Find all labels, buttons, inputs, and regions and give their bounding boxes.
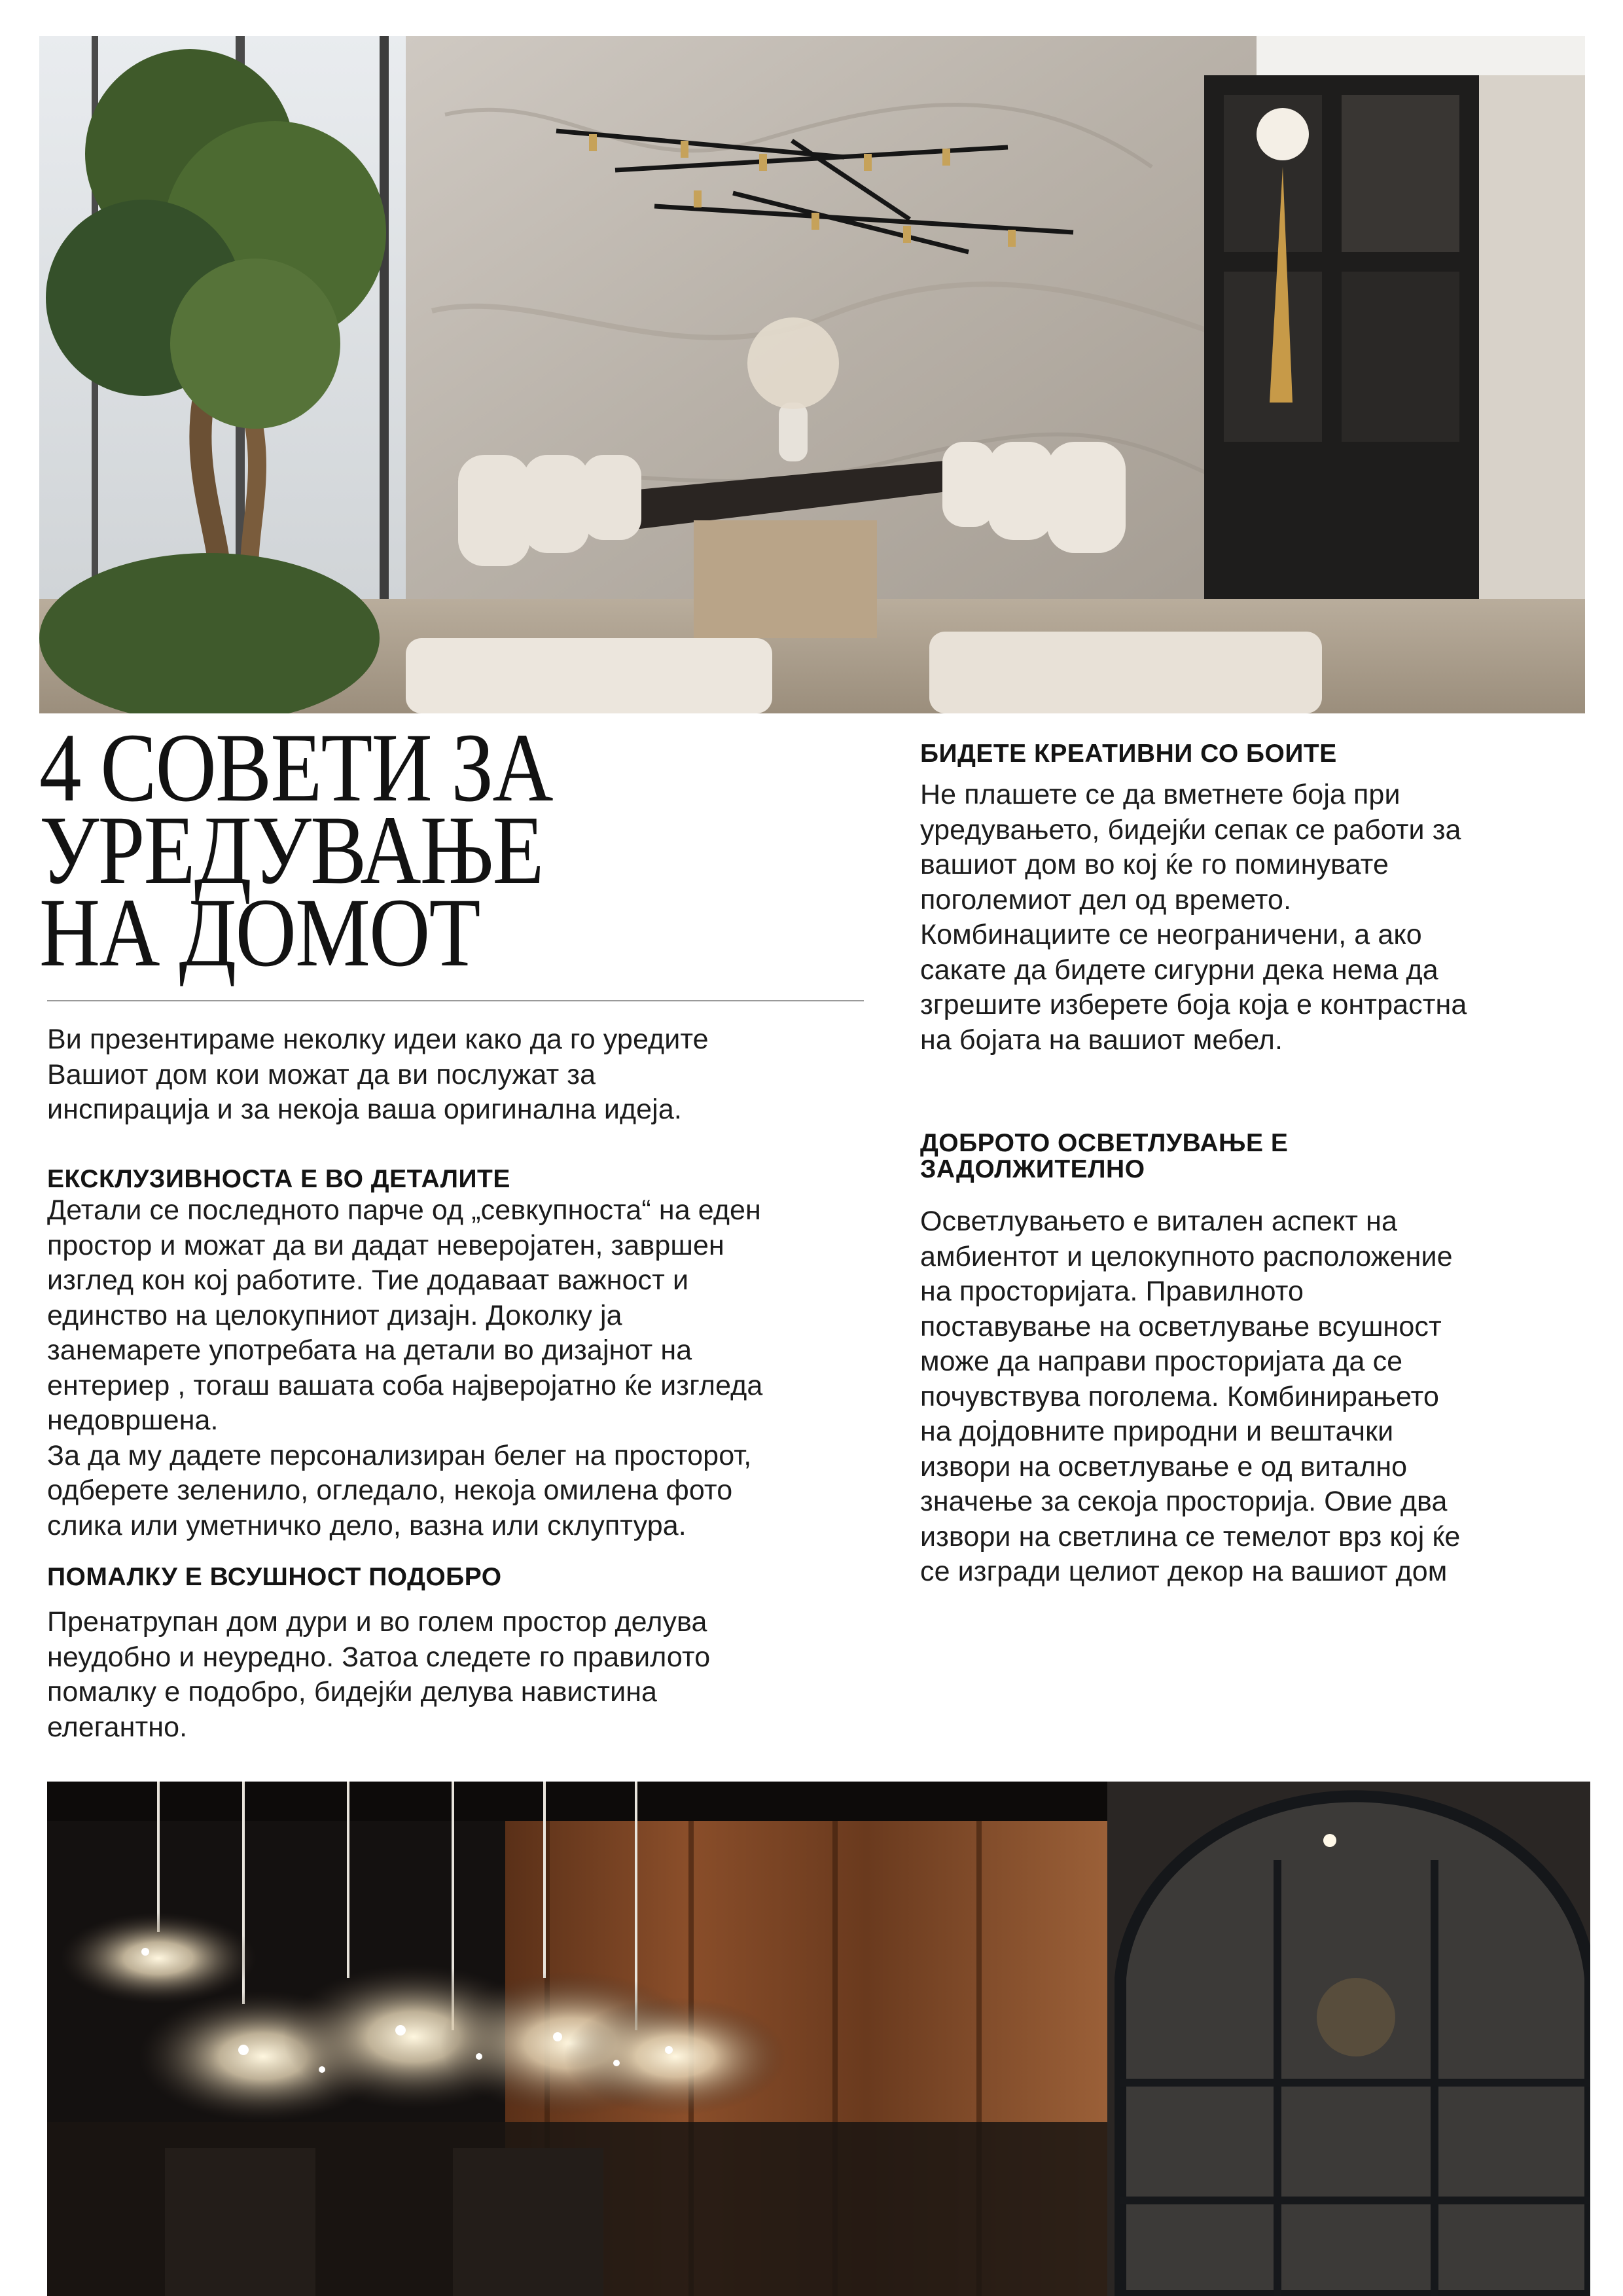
page-title [39, 713, 749, 987]
colors-line: Не плашете се да вметнете боја при [920, 779, 1400, 810]
title-line-3: НА ДОМОТ [39, 878, 480, 987]
less-line: елегантно. [47, 1711, 188, 1743]
lighting-line: може да направи просторијата да се [920, 1346, 1403, 1377]
section-body-less [47, 1605, 710, 1745]
colors-line: згрешите изберете боја која е контрастна [920, 989, 1467, 1020]
section-body-details [47, 1193, 762, 1543]
details-line: ентериер , тогаш вашата соба најверојатно ќе изгледа [47, 1369, 763, 1401]
image-chandeliers [47, 1782, 1590, 2296]
details-line: простор и можат да ви дадат неверојатен, завршен [47, 1229, 724, 1261]
colors-line: сакате да бидете сигурни дека нема да [920, 954, 1438, 986]
details-line: За да му дадете персонализиран белег на просторот, [47, 1439, 752, 1471]
colors-line: вашиот дом во кој ќе го поминувате [920, 849, 1389, 880]
lighting-line: на просторијата. Правилното [920, 1276, 1304, 1307]
title-line-2: УРЕДУВАЊЕ [39, 796, 543, 905]
section-heading-colors-text: БИДЕТЕ КРЕАТИВНИ СО БОИТЕ [920, 740, 1337, 768]
section-heading-lighting [920, 1130, 1288, 1183]
section-heading-details-text: ЕКСКЛУЗИВНОСТА Е ВО ДЕТАЛИТЕ [47, 1165, 510, 1193]
less-line: неудобно и неуредно. Затоа следете го правилото [47, 1641, 711, 1673]
lighting-line: поставување на осветлување всушност [920, 1310, 1442, 1342]
lighting-line: се изгради целиот декор на вашиот дом [920, 1556, 1448, 1587]
less-line: помалку е подобро, бидејќи делува навистина [47, 1676, 658, 1708]
title-divider [47, 1000, 864, 1001]
section-body-colors [920, 778, 1467, 1058]
details-line: недовршена. [47, 1405, 219, 1436]
lighting-line: Осветлувањето е витален аспект на [920, 1206, 1397, 1237]
less-line: Пренатрупан дом дури и во голем простор делува [47, 1606, 707, 1638]
details-line: одберете зеленило, огледало, некоја омилена фото [47, 1475, 733, 1506]
section-heading-colors [920, 741, 1337, 767]
section-heading-details [47, 1166, 510, 1193]
details-line: слика или уметничко дело, вазна или склуптура. [47, 1509, 687, 1541]
chandeliers-illustration [47, 1782, 1590, 2296]
colors-line: поголемиот дел од времето. [920, 884, 1292, 916]
section-body-lighting [920, 1204, 1460, 1590]
intro-line: Вашиот дом кои можат да ви послужат за [47, 1058, 596, 1090]
lighting-line: извори на осветлување е од витално [920, 1450, 1408, 1482]
intro-paragraph [47, 1022, 709, 1128]
section-heading-less-text: ПОМАЛКУ Е ВСУШНОСТ ПОДОБРО [47, 1563, 502, 1591]
lighting-line: на дојдовните природни и вештачки [920, 1416, 1394, 1447]
details-line: изглед кон кој работите. Тие додаваат важност и [47, 1265, 689, 1296]
details-line: единство на целокупниот дизајн. Доколку ја [47, 1299, 622, 1331]
lighting-heading-line: ДОБРОТО ОСВЕТЛУВАЊЕ Е [920, 1129, 1289, 1157]
section-heading-less [47, 1564, 502, 1590]
lighting-line: амбиентот и целокупното расположение [920, 1240, 1453, 1272]
colors-line: уредувањето, бидејќи сепак се работи за [920, 814, 1461, 846]
image-dining-room [39, 36, 1585, 713]
colors-line: на бојата на вашиот мебел. [920, 1024, 1283, 1056]
dining-room-illustration [39, 36, 1585, 713]
details-line: занемарете употребата на детали во дизајнот на [47, 1335, 692, 1366]
details-line: Детали се последното парче од „севкупноста“ на еден [47, 1194, 761, 1226]
colors-line: Комбинациите се неограничени, а ако [920, 919, 1422, 950]
intro-line: инспирација и за некоја ваша оригинална идеја. [47, 1094, 682, 1125]
lighting-line: почувствува поголема. Комбинирањето [920, 1380, 1439, 1412]
lighting-line: значење за секоја просторија. Овие два [920, 1486, 1448, 1517]
lighting-line: извори на светлина се темелот врз кој ќе [920, 1520, 1461, 1552]
lighting-heading-line: ЗАДОЛЖИТЕЛНО [920, 1155, 1145, 1183]
title-line-1: 4 СОВЕТИ ЗА [39, 713, 552, 822]
intro-line: Ви презентираме неколку идеи како да го уредите [47, 1024, 709, 1055]
